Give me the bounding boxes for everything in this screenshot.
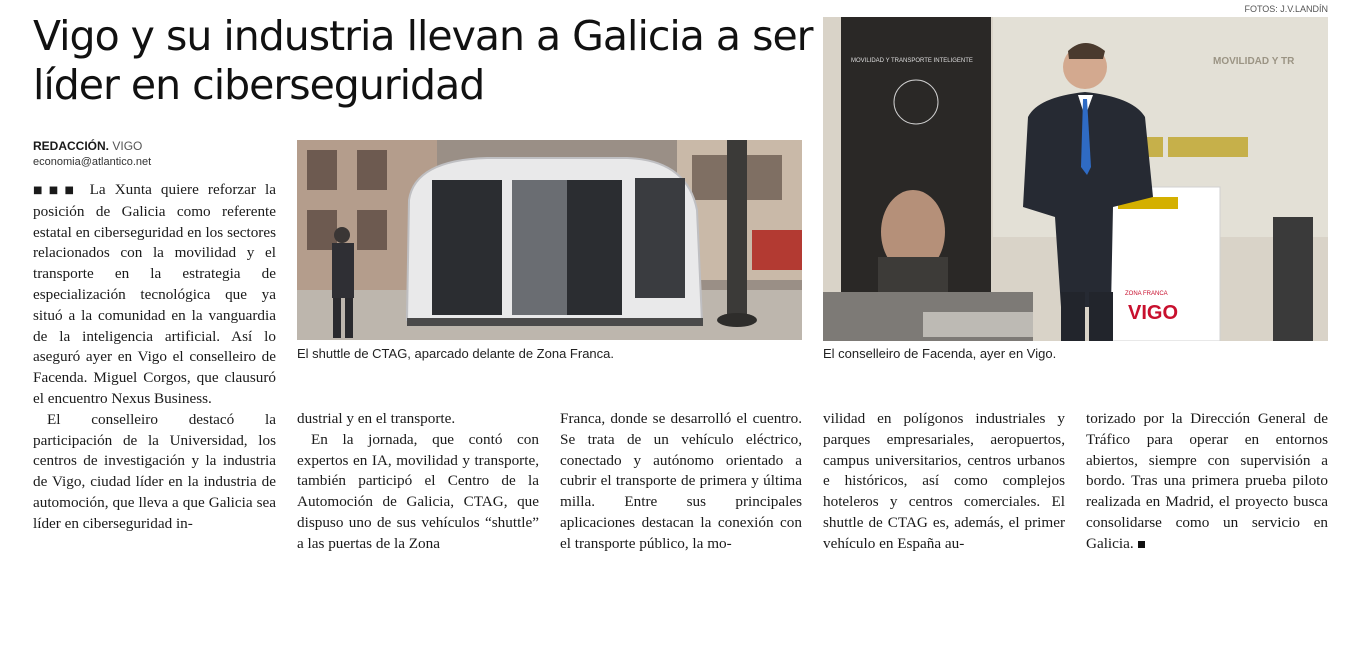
body-col1-p1: La Xunta quiere reforzar la posición de Galicia como referente estatal en ciberseguridad en los sectores relacionados con la movilidad y el transporte en la estrategia de especialización tecnológica que ya situó a la comunidad en la vanguardia de la inteligencia artificial. Así lo aseguró ayer en Vigo el conselleiro de Facenda. Miguel Corgos, que clausuró el encuentro Nexus Business. bbox=[33, 181, 276, 407]
byline-author: REDACCIÓN. bbox=[33, 139, 110, 153]
article-column-5 bbox=[1086, 409, 1328, 555]
lectern-small-text: ZONA FRANCA bbox=[1125, 291, 1168, 297]
article-column-4 bbox=[823, 409, 1065, 555]
byline-email[interactable]: economia@atlantico.net bbox=[33, 156, 152, 168]
conselleiro-photo bbox=[823, 17, 1328, 341]
byline bbox=[33, 139, 142, 153]
banner-text: MOVILIDAD Y TRANSPORTE INTELIGENTE bbox=[851, 58, 973, 64]
shuttle-photo-caption: El shuttle de CTAG, aparcado delante de Zona Franca. bbox=[297, 346, 614, 361]
body-col5-p1: torizado por la Dirección General de Tráfico para operar en entornos abiertos, siempre con supervisión a bordo. Tras una primera prueba piloto realizada en Madrid, el proyecto busca consolidarse como un servicio en Galicia. bbox=[1086, 410, 1328, 552]
article-column-2 bbox=[297, 409, 539, 555]
body-col2-p1: dustrial y en el transporte. bbox=[297, 410, 456, 427]
lead-bullets: ■■■ bbox=[33, 185, 90, 196]
article-column-1 bbox=[33, 180, 276, 535]
byline-city: VIGO bbox=[112, 139, 143, 153]
article-column-3 bbox=[560, 409, 802, 555]
body-col1-p2: El conselleiro destacó la participación de la Universidad, los centros de investigación y la industria de Vigo, ciudad líder en la industria de automoción, que lleva a que Galicia sea líder en ciberseguridad in- bbox=[33, 410, 276, 532]
body-col2-p2: En la jornada, que contó con expertos en IA, movilidad y transporte, también participó el Centro de la Automoción de Galicia, CTAG, que dispuso uno de sus vehículos “shuttle” a las puertas de la Zona bbox=[297, 430, 539, 552]
wall-projection-text: MOVILIDAD Y TR bbox=[1213, 56, 1295, 67]
lectern-big-text: VIGO bbox=[1128, 302, 1179, 324]
body-col4-p1: vilidad en polígonos industriales y parques empresariales, aeropuertos, campus universitarios, centros urbanos e históricos, así como complejos hoteleros y centros comerciales. El shuttle de CTAG es, además, el primer vehículo en España au- bbox=[823, 410, 1065, 552]
photo-credit: FOTOS: J.V.LANDÍN bbox=[1244, 4, 1328, 14]
shuttle-photo bbox=[297, 140, 802, 340]
body-col3-p1: Franca, donde se desarrolló el cuentro. Se trata de un vehículo eléctrico, conectado y autónomo orientado a cubrir el transporte de primera y última milla. Entre sus principales aplicaciones destacan la conexión con el transporte público, la mo- bbox=[560, 410, 802, 552]
conselleiro-photo-caption: El conselleiro de Facenda, ayer en Vigo. bbox=[823, 346, 1057, 361]
headline: Vigo y su industria llevan a Galicia a ser líder en ciberseguridad bbox=[33, 12, 813, 109]
end-mark bbox=[1138, 541, 1145, 548]
